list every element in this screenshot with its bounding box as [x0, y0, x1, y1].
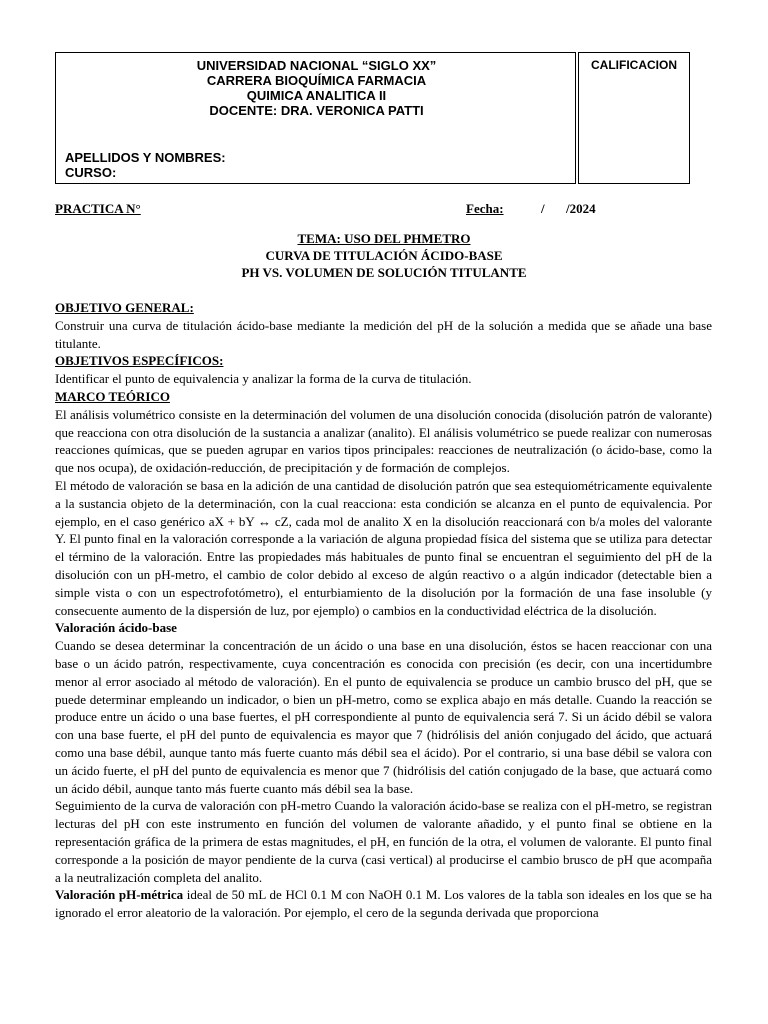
subtitle-line-3: PH VS. VOLUMEN DE SOLUCIÓN TITULANTE — [241, 265, 527, 280]
grade-box — [578, 52, 690, 184]
header-box — [55, 52, 576, 184]
practice-label: PRACTICA N° — [55, 201, 141, 216]
general-objective-text: Construir una curva de titulación ácido-base mediante la medición del pH de la solución a medida que se añade una base titulante. — [55, 317, 712, 351]
date-year: /2024 — [566, 201, 596, 216]
date-separator: / — [541, 201, 545, 216]
date-label: Fecha: — [466, 201, 504, 216]
specific-objectives-heading: OBJETIVOS ESPECÍFICOS: — [55, 353, 224, 369]
theory-paragraph-2: El método de valoración se basa en la adición de una cantidad de disolución patrón que sea estequiométricamente equivalente a la sustancia objeto de la determinación, con la cual reacciona: esta condición se alcanza en el punto de equivalencia. Por ejemplo, en el caso genérico aX + bY ↔ cZ, cada mol de analito X en la disolución reaccionará con b/a moles del valorante Y. El punto final en la valoración corresponde a la variación de alguna propiedad física del sistema que se utiliza para detectar el término de la valoración. Entre las propiedades más habituales de punto final se encuentran el seguimiento del pH de la disolución con un pH-metro, el cambio de color debido al exceso de algún reactivo o a algún indicador (detectable bien a simple vista o con un espectrofotómetro), el enturbiamiento de la disolución por la formación de una fase insoluble (y consecuente aumento de la dispersión de luz, por ejemplo) o cambios en la conductividad eléctrica de la disolución. — [55, 477, 712, 618]
document-body — [55, 299, 712, 922]
phmetric-paragraph — [55, 886, 712, 922]
phmetric-heading: Valoración pH-métrica — [55, 887, 184, 903]
subject-name: QUIMICA ANALITICA II — [246, 88, 387, 103]
grade-label: CALIFICACION — [591, 58, 677, 72]
theme-title: TEMA: USO DEL PHMETRO — [297, 231, 471, 246]
specific-objectives-text: Identificar el punto de equivalencia y analizar la forma de la curva de titulación. — [55, 371, 472, 387]
university-name: UNIVERSIDAD NACIONAL “SIGLO XX” — [196, 58, 437, 73]
names-label: APELLIDOS Y NOMBRES: — [65, 150, 226, 165]
theory-paragraph-1: El análisis volumétrico consiste en la determinación del volumen de una disolución conocida (disolución patrón de valorante) que reacciona con otra disolución de la sustancia a analizar (analito). El análisis volumétrico se puede realizar con numerosas reacciones químicas, que se pueden agrupar en varios tipos principales: reacciones de neutralización (o ácido-base, como la que nos ocupa), de oxidación-reducción, de precipitación y de formación de complejos. — [55, 406, 712, 476]
career-name: CARRERA BIOQUÍMICA FARMACIA — [206, 73, 427, 88]
subtitle-line-2: CURVA DE TITULACIÓN ÁCIDO-BASE — [265, 248, 503, 263]
acid-base-heading: Valoración ácido-base — [55, 620, 177, 636]
theory-heading: MARCO TEÓRICO — [55, 388, 170, 404]
course-label: CURSO: — [65, 165, 117, 180]
phmetric-text: ideal de 50 mL de HCl 0.1 M con NaOH 0.1 M. Los valores de la tabla son ideales en los que se ha ignorado el error aleatorio de la valoración. Por ejemplo, el cero de la segunda derivada que proporciona — [55, 887, 712, 921]
acid-base-paragraph-1: Cuando se desea determinar la concentración de un ácido o una base en una disolución, éstos se hacen reaccionar con una base o un ácido patrón, respectivamente, cuya concentración es conocida con precisión (es decir, con una incertidumbre menor al error asociado al método de valoración). En el punto de equivalencia se produce un cambio brusco del pH, que se puede determinar empleando un indicador, o bien un pH-metro, como se explica abajo en más detalle. Cuando la reacción se produce entre un ácido o una base fuertes, el pH correspondiente al punto de equivalencia será 7. Si un ácido débil se valora con una base fuerte, el pH del punto de equivalencia es mayor que 7 (hidrólisis del anión conjugado del ácido, que actuará como una base débil, aunque tanto más fuerte cuanto más débil sea el ácido). Por el contrario, si una base débil se valora con un ácido fuerte, el pH del punto de equivalencia es menor que 7 (hidrólisis del catión conjugado de la base, que actuará como un ácido débil, aunque tanto más fuerte cuanto más débil sea la base. — [55, 638, 712, 796]
acid-base-paragraph-2: Seguimiento de la curva de valoración con pH-metro Cuando la valoración ácido-base se realiza con el pH-metro, se registran lecturas del pH con este instrumento en función del volumen de valorante añadido, y el punto final se obtiene en la representación gráfica de la primera de estas magnitudes, el pH, en función de la otra, el volumen de valorante. El punto final corresponde a la posición de mayor pendiente de la curva (casi vertical) al producirse el cambio brusco de pH que acompaña a la neutralización completa del analito. — [55, 798, 712, 885]
teacher-name: DOCENTE: DRA. VERONICA PATTI — [209, 103, 424, 118]
general-objective-heading: OBJETIVO GENERAL: — [55, 300, 194, 315]
